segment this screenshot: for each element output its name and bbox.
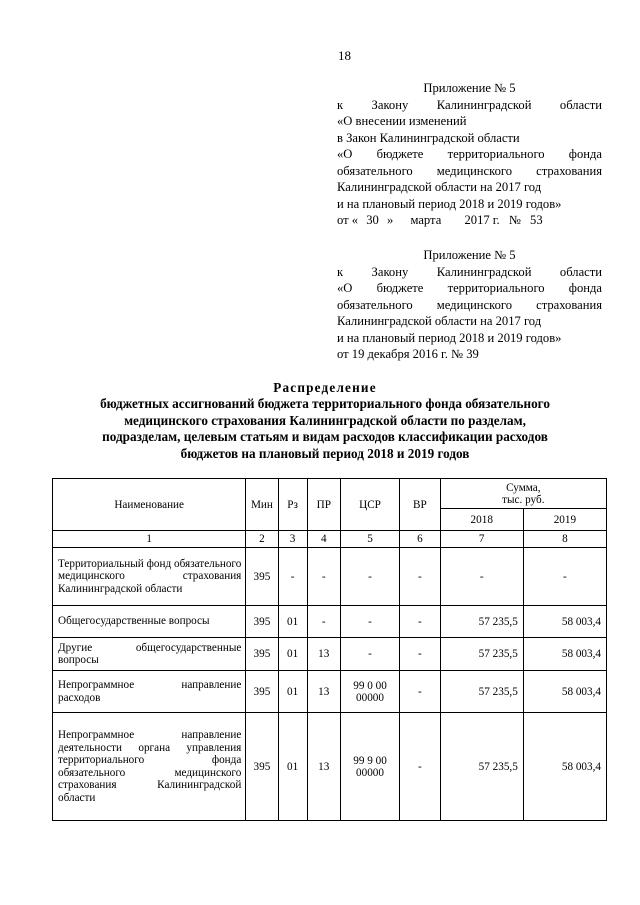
header-year-2018: 2018 [440, 509, 523, 531]
date-year: 2017 г. [464, 213, 500, 227]
row-vr: - [400, 548, 441, 606]
row-name: Непрограммное направление расходов [53, 671, 246, 713]
appendix-line: к Закону Калининградской области [337, 264, 602, 279]
row-sum-2019: - [523, 548, 606, 606]
col-number: 5 [340, 531, 399, 548]
row-name: Территориальный фонд обязательного медицинского страхования Калининградской области [53, 548, 246, 606]
table-row [53, 606, 607, 638]
appendix-title: Приложение № 5 [423, 81, 516, 95]
row-pr: 13 [307, 671, 340, 713]
col-number: 2 [246, 531, 278, 548]
appendix-line: «О бюджете территориального фонда [337, 281, 602, 295]
header-min: Мин [246, 479, 278, 531]
table-row [53, 713, 607, 821]
row-sum-2018: - [440, 548, 523, 606]
document-title [60, 380, 590, 462]
row-vr: - [400, 606, 441, 638]
row-rz: 01 [278, 713, 307, 821]
col-number: 8 [523, 531, 606, 548]
appendix-line: обязательного медицинского страхования [337, 297, 602, 312]
date-prefix: от « [337, 213, 359, 227]
header-sum [440, 479, 606, 509]
appendix-line: от 19 декабря 2016 г. № 39 [337, 347, 479, 361]
table-row [53, 548, 607, 606]
table-row [53, 671, 607, 713]
table-column-numbers-row [53, 531, 607, 548]
row-sum-2018: 57 235,5 [440, 638, 523, 671]
row-name: Непрограммное направление деятельности органа управления территориального фонда обязательного медицинского страхования Калининградской области [53, 713, 246, 821]
date-number-sign: № [508, 213, 521, 227]
row-min: 395 [246, 713, 278, 821]
row-sum-2018: 57 235,5 [440, 606, 523, 638]
header-sum-label: Сумма, [506, 481, 541, 494]
row-name: Общегосударственные вопросы [53, 606, 246, 638]
row-pr: 13 [307, 713, 340, 821]
title-subtitle-line: медицинского страхования Калининградской области по разделам, [124, 412, 526, 428]
title-subtitle-line: бюджетов на плановый период 2018 и 2019 годов [180, 445, 470, 461]
row-vr: - [400, 671, 441, 713]
date-month: марта [410, 213, 442, 227]
header-pr: ПР [307, 479, 340, 531]
budget-table [52, 478, 607, 821]
title-subtitle-line: подразделам, целевым статьям и видам расходов классификации расходов [102, 429, 548, 445]
row-csr: - [340, 638, 399, 671]
row-sum-2019: 58 003,4 [523, 606, 606, 638]
row-vr: - [400, 638, 441, 671]
header-name: Наименование [53, 479, 246, 531]
appendix-line: Калининградской области на 2017 год [337, 180, 542, 194]
header-vr: ВР [400, 479, 441, 531]
row-min: 395 [246, 638, 278, 671]
row-sum-2018: 57 235,5 [440, 713, 523, 821]
table-header-row [53, 479, 607, 509]
header-rz: Рз [278, 479, 307, 531]
header-sum-unit: тыс. руб. [502, 493, 545, 506]
col-number: 6 [400, 531, 441, 548]
row-sum-2018: 57 235,5 [440, 671, 523, 713]
row-pr: - [307, 606, 340, 638]
appendix-original-header [337, 247, 602, 363]
page-number: 18 [338, 48, 351, 63]
row-sum-2019: 58 003,4 [523, 638, 606, 671]
appendix-line: и на плановый период 2018 и 2019 годов» [337, 196, 562, 211]
row-csr: 99 0 00 00000 [340, 671, 399, 713]
date-quote-close: » [387, 213, 394, 227]
appendix-line: «О бюджете территориального фонда [337, 147, 602, 161]
row-min: 395 [246, 548, 278, 606]
date-number: 53 [530, 213, 543, 227]
col-number: 1 [53, 531, 246, 548]
appendix-line: обязательного медицинского страхования [337, 163, 602, 178]
row-rz: 01 [278, 671, 307, 713]
row-sum-2019: 58 003,4 [523, 671, 606, 713]
row-vr: - [400, 713, 441, 821]
table-row [53, 638, 607, 671]
row-min: 395 [246, 671, 278, 713]
row-csr: 99 9 00 00000 [340, 713, 399, 821]
date-day: 30 [366, 213, 379, 227]
appendix-amendment-header [337, 80, 602, 229]
title-heading: Распределение [273, 380, 377, 395]
col-number: 7 [440, 531, 523, 548]
row-csr: - [340, 606, 399, 638]
col-number: 4 [307, 531, 340, 548]
row-rz: - [278, 548, 307, 606]
row-rz: 01 [278, 606, 307, 638]
title-subtitle-line: бюджетных ассигнований бюджета территориального фонда обязательного [100, 396, 550, 412]
row-sum-2019: 58 003,4 [523, 713, 606, 821]
appendix-line: и на плановый период 2018 и 2019 годов» [337, 330, 562, 345]
appendix-line: «О внесении изменений [337, 114, 467, 128]
header-csr: ЦСР [340, 479, 399, 531]
appendix-date-line [337, 212, 602, 229]
header-year-2019: 2019 [523, 509, 606, 531]
appendix-line: к Закону Калининградской области [337, 97, 602, 112]
row-rz: 01 [278, 638, 307, 671]
row-pr: 13 [307, 638, 340, 671]
appendix-line: Калининградской области на 2017 год [337, 314, 542, 328]
row-name: Другие общегосударственные вопросы [53, 638, 246, 671]
appendix-line: в Закон Калининградской области [337, 130, 520, 145]
row-pr: - [307, 548, 340, 606]
row-csr: - [340, 548, 399, 606]
appendix-title: Приложение № 5 [423, 248, 516, 262]
row-min: 395 [246, 606, 278, 638]
col-number: 3 [278, 531, 307, 548]
